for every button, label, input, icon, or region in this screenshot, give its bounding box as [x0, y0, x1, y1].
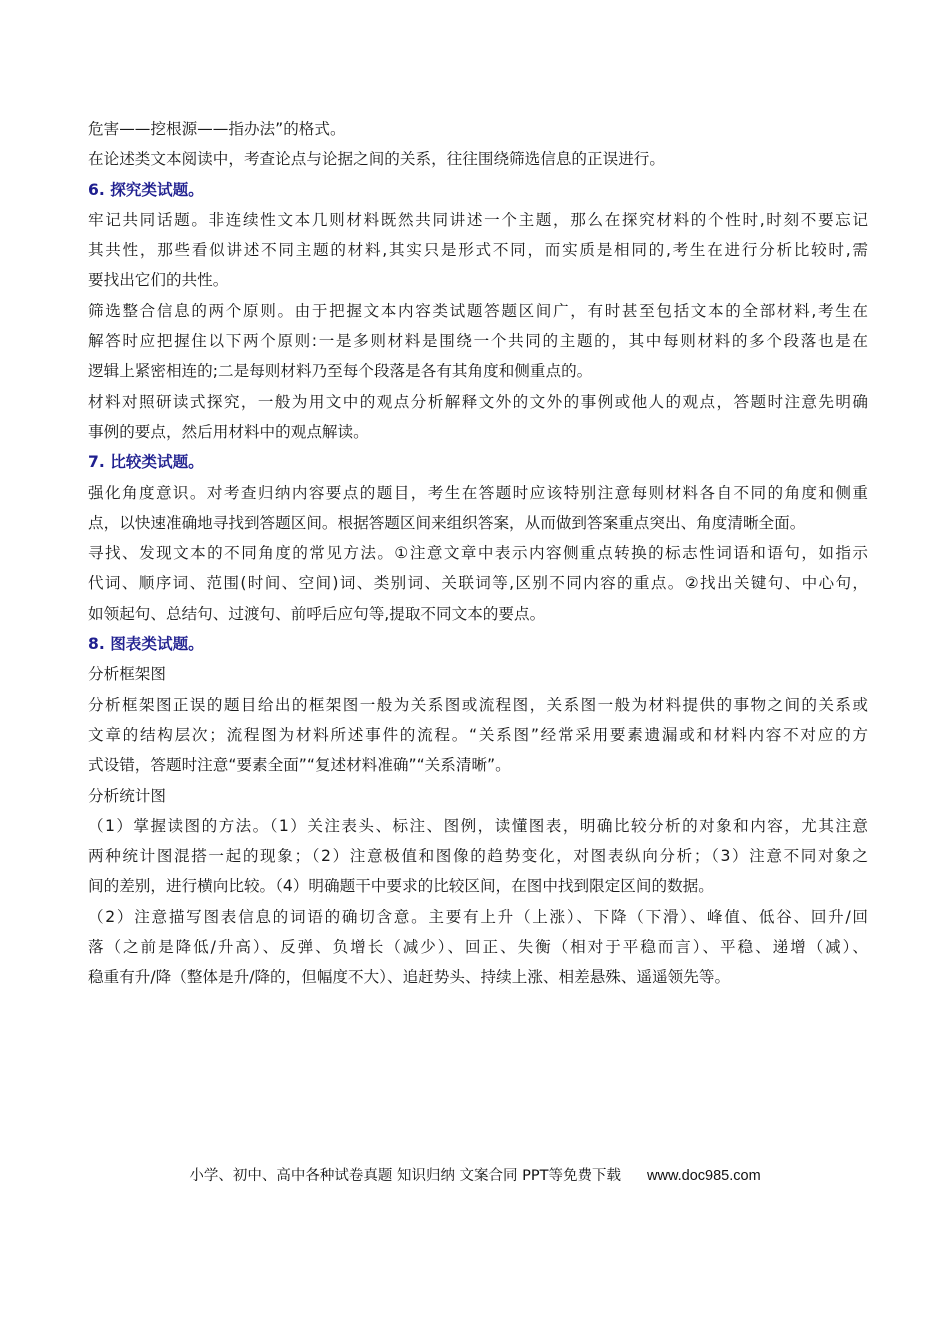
text-line: 如领起句、总结句、过渡句、前呼后应句等,提取不同文本的要点。 — [88, 604, 546, 623]
text-line: 其共性，那些看似讲述不同主题的材料,其实只是形式不同，而实质是相同的,考生在进行分析比较时,需 — [88, 241, 868, 260]
text-line: 稳重有升/降（整体是升/降的，但幅度不大）、追赶势头、持续上涨、相差悬殊、遥遥领先等。 — [88, 968, 731, 987]
text-line: 两种统计图混搭一起的现象；（2）注意极值和图像的趋势变化，对图表纵向分析；（3）注意不同对象之 — [88, 847, 868, 866]
footer-url[interactable]: www.doc985.com — [647, 1168, 761, 1184]
page-footer — [0, 1164, 950, 1185]
text-line: 逻辑上紧密相连的;二是每则材料乃至每个段落是各有其角度和侧重点的。 — [88, 362, 593, 381]
text-line: 危害——挖根源——指办法”的格式。 — [88, 120, 346, 138]
text-line: 筛选整合信息的两个原则。由于把握文本内容类试题答题区间广，有时甚至包括文本的全部材料,考生在 — [88, 301, 868, 320]
text-line: 落（之前是降低/升高）、反弹、负增长（减少）、回正、失衡（相对于平稳而言）、平稳、递增（减）、 — [88, 938, 868, 957]
text-line: 分析统计图 — [88, 786, 166, 805]
section-heading: 7. 比较类试题。 — [88, 453, 204, 472]
text-line: 代词、顺序词、范围(时间、空间)词、类别词、关联词等,区别不同内容的重点。②找出关键句、中心句， — [88, 574, 868, 593]
text-line: 事例的要点，然后用材料中的观点解读。 — [88, 422, 369, 441]
text-line: 文章的结构层次；流程图为材料所述事件的流程。“关系图”经常采用要素遗漏或和材料内容不对应的方 — [88, 725, 868, 744]
text-line: 点，以快速准确地寻找到答题区间。根据答题区间来组织答案，从而做到答案重点突出、角度清晰全面。 — [88, 513, 806, 532]
text-line: 要找出它们的共性。 — [88, 271, 229, 290]
document-body — [88, 114, 868, 993]
text-line: 在论述类文本阅读中，考查论点与论据之间的关系，往往围绕筛选信息的正误进行。 — [88, 150, 665, 169]
text-line: 寻找、发现文本的不同角度的常见方法。①注意文章中表示内容侧重点转换的标志性词语和语句，如指示 — [88, 544, 868, 563]
text-line: 式设错，答题时注意“要素全面”“复述材料准确”“关系清晰”。 — [88, 756, 511, 775]
text-line: 分析框架图 — [88, 665, 166, 684]
text-line: （2）注意描写图表信息的词语的确切含意。主要有上升（上涨）、下降（下滑）、峰值、低谷、回升/回 — [88, 907, 868, 926]
text-line: 分析框架图正误的题目给出的框架图一般为关系图或流程图，关系图一般为材料提供的事物之间的关系或 — [88, 695, 868, 714]
text-line: 材料对照研读式探究，一般为用文中的观点分析解释文外的文外的事例或他人的观点，答题时注意先明确 — [88, 392, 868, 411]
text-line: 解答时应把握住以下两个原则:一是多则材料是围绕一个共同的主题的，其中每则材料的多个段落也是在 — [88, 332, 868, 351]
footer-text: 小学、初中、高中各种试卷真题 知识归纳 文案合同 PPT等免费下载 — [189, 1168, 622, 1184]
text-line: 间的差别，进行横向比较。（4）明确题干中要求的比较区间，在图中找到限定区间的数据。 — [88, 877, 714, 896]
section-heading: 8. 图表类试题。 — [88, 635, 204, 654]
text-line: （1）掌握读图的方法。（1）关注表头、标注、图例，读懂图表，明确比较分析的对象和内容，尤其注意 — [88, 816, 868, 835]
text-line: 强化角度意识。对考查归纳内容要点的题目，考生在答题时应该特别注意每则材料各自不同的角度和侧重 — [88, 483, 868, 502]
section-heading: 6. 探究类试题。 — [88, 180, 204, 199]
text-line: 牢记共同话题。非连续性文本几则材料既然共同讲述一个主题，那么在探究材料的个性时,时刻不要忘记 — [88, 210, 868, 229]
